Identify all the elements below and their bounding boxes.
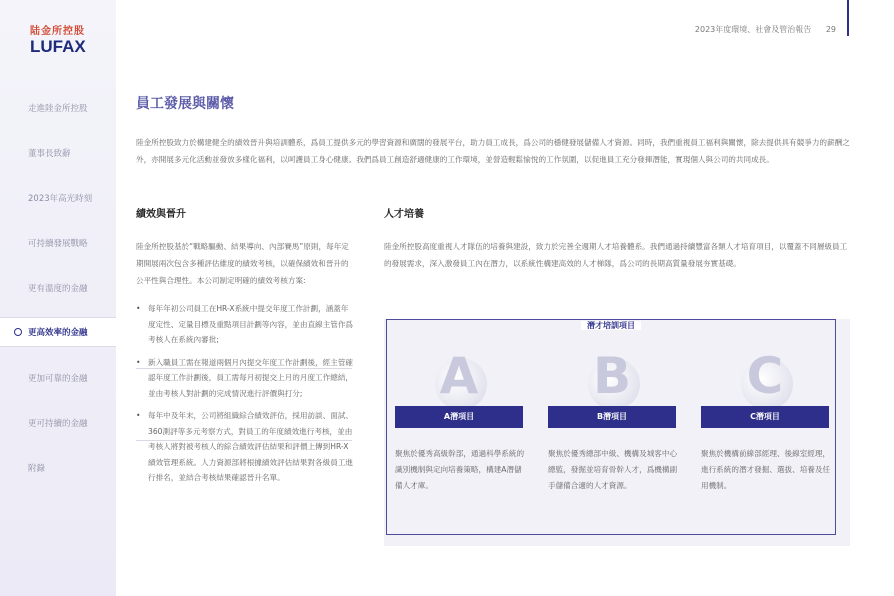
talent-program-label-text: 潛才培訓項目	[581, 321, 641, 330]
sidebar-item-sustainable[interactable]	[0, 400, 116, 445]
talent-program-frame	[386, 319, 836, 535]
sidebar-item-label: 更可持續的金融	[28, 418, 88, 429]
report-title: 2023年度環境、社會及管治報告	[694, 25, 812, 34]
tier-name: A潛項目	[395, 406, 523, 428]
sidebar-item-label: 更高效率的金融	[28, 328, 88, 338]
sidebar-item-appendix[interactable]	[0, 445, 116, 490]
talent-program-label	[387, 313, 835, 332]
section-intro: 陸金所控股致力於構建健全的績效晉升與培訓體系，爲員工提供多元的學習資源和廣闊的發展平台，助力員工成長，爲公司的穩健發展儲備人才資源。同時，我們重視員工福利與關懷，除去提供具有競爭力的薪酬之外，亦開展多元化活動並發放多樣化福利，以呵護員工身心健康。我們爲員工創造舒適健康的工作環境，並營造輕鬆愉悅的工作氛圍，以促進員工充分發揮潛能，實現個人與公司的共同成長。	[136, 138, 850, 164]
tier-letter: A	[439, 347, 479, 405]
sidebar	[0, 0, 116, 596]
sidebar-item-efficiency[interactable]	[0, 317, 116, 347]
list-item: • 新入職員工需在報道兩個月內提交年度工作計劃後，經主管確認年度工作計劃後，員工需每月初提交上月的月度工作總結，並由考核人對計劃的完成情況進行評價與打分;	[136, 355, 354, 402]
logo-english-text: LUFAX	[30, 37, 86, 56]
sidebar-item-label: 董事長致辭	[28, 148, 71, 159]
sidebar-item-label: 可持續發展戰略	[28, 238, 88, 249]
list-item: • 每年年初公司員工在HR-X系統中提交年度工作計劃，涵蓋年度定性、定量目標及重點項目計劃等內容，並由直線主管作爲考核人在系統內審批;	[136, 301, 354, 348]
tier-description: 聚焦於優秀高級幹部，通過科學系統的識別機制與定向培養策略，構建A潛儲備人才庫。	[395, 449, 525, 490]
tier-letter: C	[746, 347, 784, 405]
talent-program-panel	[384, 319, 850, 546]
performance-heading: 績效與晉升	[136, 209, 186, 220]
talent-paragraph: 陸金所控股高度重視人才隊伍的培養與建設，致力於完善全週期人才培養體系。我們通過持續豐富各類人才培育項目，以覆蓋不同層級員工的發展需求，深入激發員工內在潛力，以系統性構建高效的人才梯隊，爲公司的長期高質量發展夯實基礎。	[384, 242, 848, 268]
tier-letter: B	[592, 347, 632, 405]
performance-paragraph: 陸金所控股基於“戰略驅動、結果導向、內部賽馬”原則，每年定期開展兩次包含多種評估維度的績效考核，以確保績效和晉升的公平性與合理性。本公司制定明確的績效考核方案:	[136, 242, 349, 285]
performance-column	[136, 205, 354, 493]
sidebar-item-reliable[interactable]	[0, 355, 116, 400]
sidebar-item-label: 附錄	[28, 463, 46, 474]
list-divider	[136, 368, 352, 369]
tier-name: B潛項目	[548, 406, 676, 428]
sidebar-item-chairman[interactable]	[0, 130, 116, 175]
performance-list	[136, 301, 354, 486]
talent-heading: 人才培養	[384, 209, 424, 220]
talent-column	[384, 205, 852, 272]
header-accent-bar	[847, 0, 849, 36]
list-item: • 每年中及年末，公司將組織綜合績效評估，採用訪談、面試、360測評等多元考察方式，對員工的年度績效進行考核，並由考核人將對被考核人的綜合績效評估結果和評價上傳到HR-X績效管理系統。人力資源部將根據績效評估結果對各級員工進行排名，並結合考核結果確認晉升名單。	[136, 408, 354, 486]
page-number: 29	[825, 25, 836, 34]
sidebar-item-label: 2023年高光時刻	[28, 193, 93, 204]
sidebar-item-warmth[interactable]	[0, 265, 116, 310]
sidebar-item-label: 走進陸金所控股	[28, 103, 88, 114]
sidebar-item-label: 更加可靠的金融	[28, 373, 88, 384]
sidebar-item-strategy[interactable]	[0, 220, 116, 265]
logo-chinese-text: 陆金所控股	[30, 26, 85, 37]
page-header	[695, 24, 836, 35]
sidebar-item-highlights[interactable]	[0, 175, 116, 220]
sidebar-item-about[interactable]	[0, 85, 116, 130]
tier-description: 聚焦於優秀總部中級、機構及城客中心總監，發掘並培育骨幹人才，爲機構副手儲備合適的人才資源。	[548, 449, 678, 490]
lufax-logo[interactable]	[30, 26, 86, 55]
tier-name: C潛項目	[701, 406, 829, 428]
sidebar-item-label: 更有溫度的金融	[28, 283, 88, 294]
list-divider	[136, 440, 352, 441]
tier-description: 聚焦於機構前線部經理、後線室經理，進行系統的潛才發掘、選拔、培養及任用機制。	[701, 449, 831, 490]
sidebar-nav	[0, 85, 116, 490]
section-title: 員工發展與關懷	[136, 96, 234, 112]
active-indicator-icon	[14, 328, 22, 336]
